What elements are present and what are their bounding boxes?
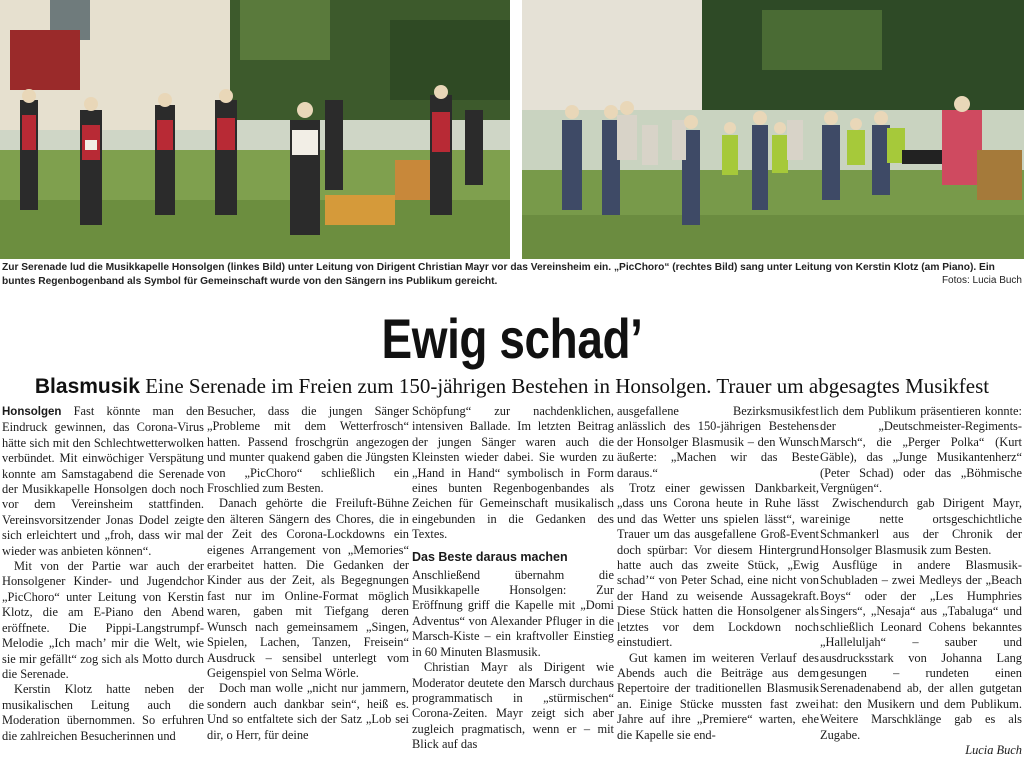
article-paragraph: Doch man wolle „nicht nur jammern, sondern auch dankbar sein“, heiß es. Und so entfaltete sich der Satz „Lob sei dir, o Herr, für deine: [207, 681, 409, 742]
article-paragraph: Besucher, dass die jungen Sänger „Probleme mit dem Wetterfrosch“ hatten. Passend froschgrün angezogen und munter quakend gaben die Jüngsten von „PicChoro“ schließlich ein Froschlied zum Besten.: [207, 404, 409, 496]
article-column-3: [412, 404, 614, 753]
article-paragraph: Christian Mayr als Dirigent wie Moderator deutete den Marsch durchaus programmatisch in „stürmischen“ Corona-Zeiten. Mayr zeigt sich aber zugleich pragmatisch, wenn er – mit Blick auf das: [412, 660, 614, 752]
article-paragraph: Zwischendurch gab Dirigent Mayr, einige nette ortsgeschichtliche Schmankerl aus der Chronik der Honsolger Blasmusik zum Besten.: [820, 496, 1022, 557]
headline: Ewig schad’: [381, 307, 643, 370]
subhead-text: Eine Serenade im Freien zum 150-jährigen Bestehen in Honsolgen. Trauer um abgesagtes Musikfest: [139, 374, 990, 398]
article-paragraph: Trotz einer gewissen Dankbarkeit, „dass uns Corona heute in Ruhe lässt und das Wetter uns spielen lässt“, war Trauer um das ausgefallene Groß-Event doch spürbar: Vor diesem Hintergrund hatte auch das zweite Stück, „Ewig schad’“ von Peter Schad, eine nicht von der Hand zu weisende Aussagekraft. Diese Stück hatten die Honsolgener als letztes vor dem Lockdown noch einstudiert.: [617, 481, 819, 650]
article-paragraph: Schöpfung“ zur nachdenklichen, intensiven Ballade. Im letzten Beitrag der jungen Sänger waren auch die Kleinsten wieder dabei. Sie wurden zu „Hand in Hand“ symbolisch in Form eines bunten Regenbogenbandes als Zeichen für Gemeinschaft musikalisch eingebunden in die Gedanken des Textes.: [412, 404, 614, 542]
article-body: [2, 404, 1022, 757]
photo-musikkapelle: [0, 0, 510, 259]
article-paragraph: Gut kamen im weiteren Verlauf des Abends auch die Beiträge aus dem Repertoire der traditionellen Blasmusik an. Einige Stücke mussten fast zwei Jahre auf ihre „Premiere“ warten, ehe die Kapelle sie end-: [617, 650, 819, 742]
author-byline: Lucia Buch: [965, 742, 1022, 757]
choir-photo-image: [522, 0, 1024, 259]
article-paragraph: Kerstin Klotz hatte neben der musikalischen Leitung auch die Moderation übernommen. So erfuhren die zahlreichen Besucherinnen und: [2, 682, 204, 743]
article-paragraph: Ausflüge in andere Blasmusik-Schubladen – zwei Medleys der „Beach Boys“ oder der „Les Humphries Singers“, „Nesaja“ aus „Tabaluga“ und schließlich Leonard Cohens bekanntes „Halleluljah“ – sauber und ausdrucksstark von Johanna Lang gesungen – rundeten einen Serenadenabend ab, der allen gutgetan hat: den Musikern und dem Publikum. Weitere Marschklänge gab es als Zugabe.: [820, 558, 1022, 742]
article-column-2: [207, 404, 409, 743]
article-paragraph: Danach gehörte die Freiluft-Bühne den älteren Sängern des Chores, die in der Zeit des Corona-Lockdowns ein eigenes Arrangement von „Memories“ erarbeitet hatten. Die Gedanken der Kinder aus der Zeit, als Begegnungen fast nur im Online-Format möglich waren, gaben mit Tiefgang deren Wunsch nach gemeinsamem „Singen, Spielen, Lachen, Tanzen, Freisein“ Ausdruck – sensibel unterlegt vom Geigenspiel von Selma Wörle.: [207, 496, 409, 680]
paragraph-text: Fast könnte man den Eindruck gewinnen, das Corona-Virus hätte sich mit den Schlechtwetterwolken verbündet. Mit einwöchiger Verspätung konnte am Samstagabend die Serenade der Musikkapelle Honsolgen doch noch vor dem Vereinsheim stattfinden. Vereinsvorsitzender Jonas Dodel zeigte sich erleichtert und „froh, dass wir mal wieder was anbieten können“.: [2, 404, 204, 558]
subheadline: [0, 372, 1024, 401]
band-photo-image: [0, 0, 510, 259]
article-paragraph: Anschließend übernahm die Musikkapelle Honsolgen: Zur Eröffnung griff die Kapelle mit „Domi Adventus“ von Alexander Pfluger in die Marsch-Kiste – ein kraftvoller Einstieg in 60 Minuten Blasmusik.: [412, 567, 614, 659]
article-column-1: [2, 404, 204, 744]
article-paragraph: lich dem Publikum präsentieren konnte: der „Deutschmeister-Regiments-Marsch“, die „Perger Polka“ (Kurt Gäble), das „Junge Musikantenherz“ (Peter Schad) oder das „Böhmische Vergnügen“.: [820, 404, 1022, 496]
article-column-5: [820, 404, 1022, 758]
subhead-kicker: Blasmusik: [34, 375, 140, 398]
dateline: Honsolgen: [2, 406, 62, 418]
photo-caption: Zur Serenade lud die Musikkapelle Honsolgen (linkes Bild) unter Leitung von Dirigent Christian Mayr vor das Vereinsheim ein. „PicChoro“ (rechtes Bild) sang unter Leitung von Kerstin Klotz (am Piano). Ein buntes Regenbogenband als Symbol für Gemeinschaft wurde von den Sängern ins Publikum gereicht.: [2, 262, 995, 287]
article-paragraph: [2, 404, 204, 559]
article-paragraph: ausgefallene Bezirksmusikfest anlässlich des 150-jährigen Bestehens der Honsolger Blasmusik – den Wunsch äußerte: „Machen wir das Beste daraus.“: [617, 404, 819, 480]
article-paragraph: Mit von der Partie war auch der Honsolgener Kinder- und Jugendchor „PicChoro“ unter Leitung von Kerstin Klotz, die am E-Piano den Abend eröffnete. Die Pippi-Langstrumpf-Melodie „Ich mach’ mir die Welt, wie sie mir gefällt“ zog sich als Motto durch die Serenade.: [2, 559, 204, 681]
section-heading: Das Beste daraus machen: [412, 549, 568, 564]
photo-credit: Fotos: Lucia Buch: [941, 275, 1022, 286]
photo-picchoro: [522, 0, 1024, 259]
article-column-4: [617, 404, 819, 743]
